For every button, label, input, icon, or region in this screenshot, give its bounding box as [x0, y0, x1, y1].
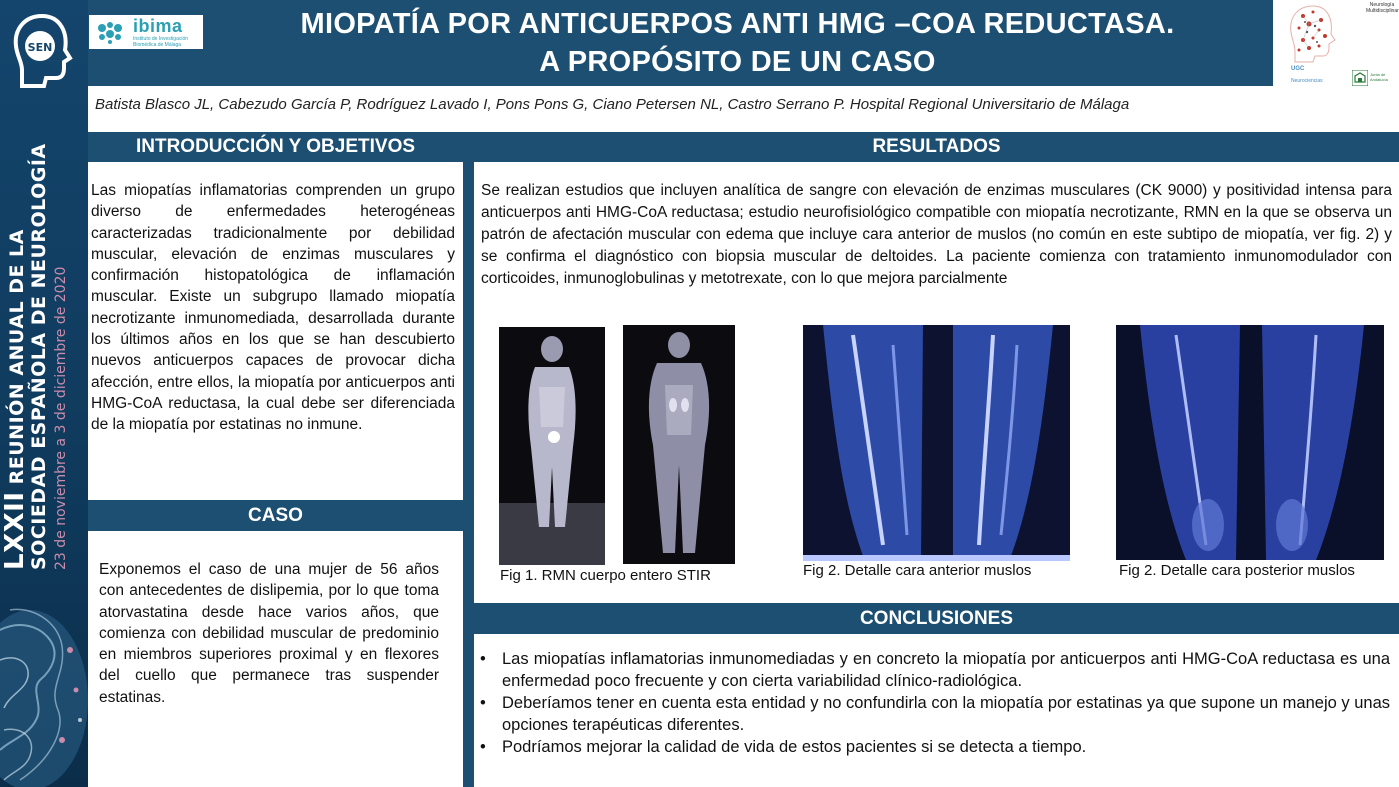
figure-1-caption: Fig 1. RMN cuerpo entero STIR: [500, 567, 711, 584]
intro-heading: INTRODUCCIÓN Y OBJETIVOS: [88, 132, 463, 162]
conclusion-item: [478, 692, 1390, 736]
intro-text: Las miopatías inflamatorias comprenden un grupo diverso de enfermedades heterogéneas caracterizadas tradicionalmente por debilidad muscular, elevación de enzimas musculares y confirmación histopatológica de inflamación muscular. Existe un subgrupo llamado miopatía necrotizante inmunomediada, desarrollada durante los últimos años en los que se han descubierto nuevos anticuerpos capaces de provocar dicha afección, entre ellos, la miopatía por anticuerpos anti HMG-CoA reductasa, la cual debe ser diferenciada de la miopatía por estatinas no inmune.: [91, 182, 455, 434]
conclusiones-list: [478, 648, 1390, 758]
figure-2a-caption: Fig 2. Detalle cara anterior muslos: [803, 562, 1032, 579]
mri-whole-body-coronal-image: [499, 327, 605, 565]
conclusion-text: Deberíamos tener en cuenta esta entidad y no confundirla con la miopatía por estatinas ya que supone un manejo y unas opciones terapéuticas diferentes.: [502, 694, 1390, 734]
figure-2b-caption: Fig 2. Detalle cara posterior muslos: [1119, 562, 1355, 579]
poster-title-line2: A PROPÓSITO DE UN CASO: [539, 46, 936, 78]
ibima-logo: [89, 15, 203, 49]
mri-body-silhouette-2: [623, 325, 735, 564]
ugc-logo-sub: Neurociencias: [1291, 78, 1323, 84]
mri-thigh-posterior-drawing: [1116, 325, 1384, 560]
network-head-logo: [1285, 2, 1343, 64]
resultados-heading: RESULTADOS: [474, 132, 1399, 162]
mri-thigh-anterior-drawing: [803, 325, 1070, 561]
mri-thigh-anterior-image: [803, 325, 1070, 561]
mri-body-silhouette-1: [499, 327, 605, 565]
bullet-icon: •: [480, 694, 486, 712]
conference-sidebar: [0, 0, 88, 787]
network-logo-title: Neurología Multidisciplinar: [1366, 2, 1399, 14]
poster-title-line1: MIOPATÍA POR ANTICUERPOS ANTI HMG –COA REDUCTASA.: [300, 8, 1175, 40]
conclusion-text: Las miopatías inflamatorias inmunomediadas y en concreto la miopatía por anticuerpos anti HMG-CoA reductasa es una enfermedad poco frecuente y con cierta variabilidad clínico-radiológica.: [502, 650, 1390, 690]
bullet-icon: •: [480, 650, 486, 668]
author-list: Batista Blasco JL, Cabezudo García P, Rodríguez Lavado I, Pons Pons G, Ciano Petersen NL, Castro Serrano P. Hospital Regional Universitario de Málaga: [95, 96, 1130, 113]
mri-thigh-posterior-image: [1116, 325, 1384, 560]
conclusiones-heading: CONCLUSIONES: [474, 603, 1399, 634]
conclusion-text: Podríamos mejorar la calidad de vida de estos pacientes si se detecta a tiempo.: [502, 738, 1087, 756]
caso-text: Exponemos el caso de una mujer de 56 años con antecedentes de dislipemia, por lo que toma atorvastatina desde hace varios años, que comienza con debilidad muscular de predominio en miembros superiores proximal y en flexores del cuello que permanece tras suspender estatinas.: [99, 561, 439, 706]
conference-title-vertical: [0, 10, 82, 570]
conclusion-item: [478, 648, 1390, 692]
mri-whole-body-coronal-image-2: [623, 325, 735, 564]
resultados-text: Se realizan estudios que incluyen analítica de sangre con elevación de enzimas musculares (CK 9000) y positividad intensa para anticuerpos anti HMG-CoA reductasa; estudio neurofisiológico compatible con miopatía necrotizante, RMN en la que se observa un patrón de afectación muscular con edema que incluye cara anterior de muslos (no común en este subtipo de miopatía, ver fig. 2) y se confirma el diagnóstico con biopsia muscular de deltoides. La paciente comienza con tratamiento inmunomodulador con corticoides, inmunoglobulinas y metotrexate, con lo que mejora parcialmente: [481, 182, 1392, 287]
conference-line1: REUNIÓN ANUAL DE LA: [6, 229, 28, 485]
ibima-logo-name: ibima: [133, 16, 183, 36]
andalucia-logo-icon: [1352, 70, 1368, 86]
conclusion-item: [478, 736, 1390, 758]
ibima-mark-icon: [93, 19, 127, 45]
ugc-logo: UGC: [1291, 66, 1305, 72]
andalucia-logo-text: Junta de Andalucía: [1370, 72, 1388, 82]
conference-dates: 23 de noviembre a 3 de diciembre de 2020: [53, 266, 69, 570]
caso-heading: CASO: [88, 500, 463, 531]
conference-line2: SOCIEDAD ESPAÑOLA DE NEUROLOGÍA: [28, 143, 50, 570]
sen-logo-text: SEN: [27, 41, 53, 54]
ibima-logo-sub1: Instituto de Investigación: [133, 36, 189, 42]
brain-illustration: [0, 590, 88, 787]
conference-edition: LXXII: [0, 491, 30, 570]
bullet-icon: •: [480, 738, 486, 756]
ibima-logo-sub2: Biomédica de Málaga: [133, 42, 182, 48]
column-divider: [463, 132, 474, 787]
